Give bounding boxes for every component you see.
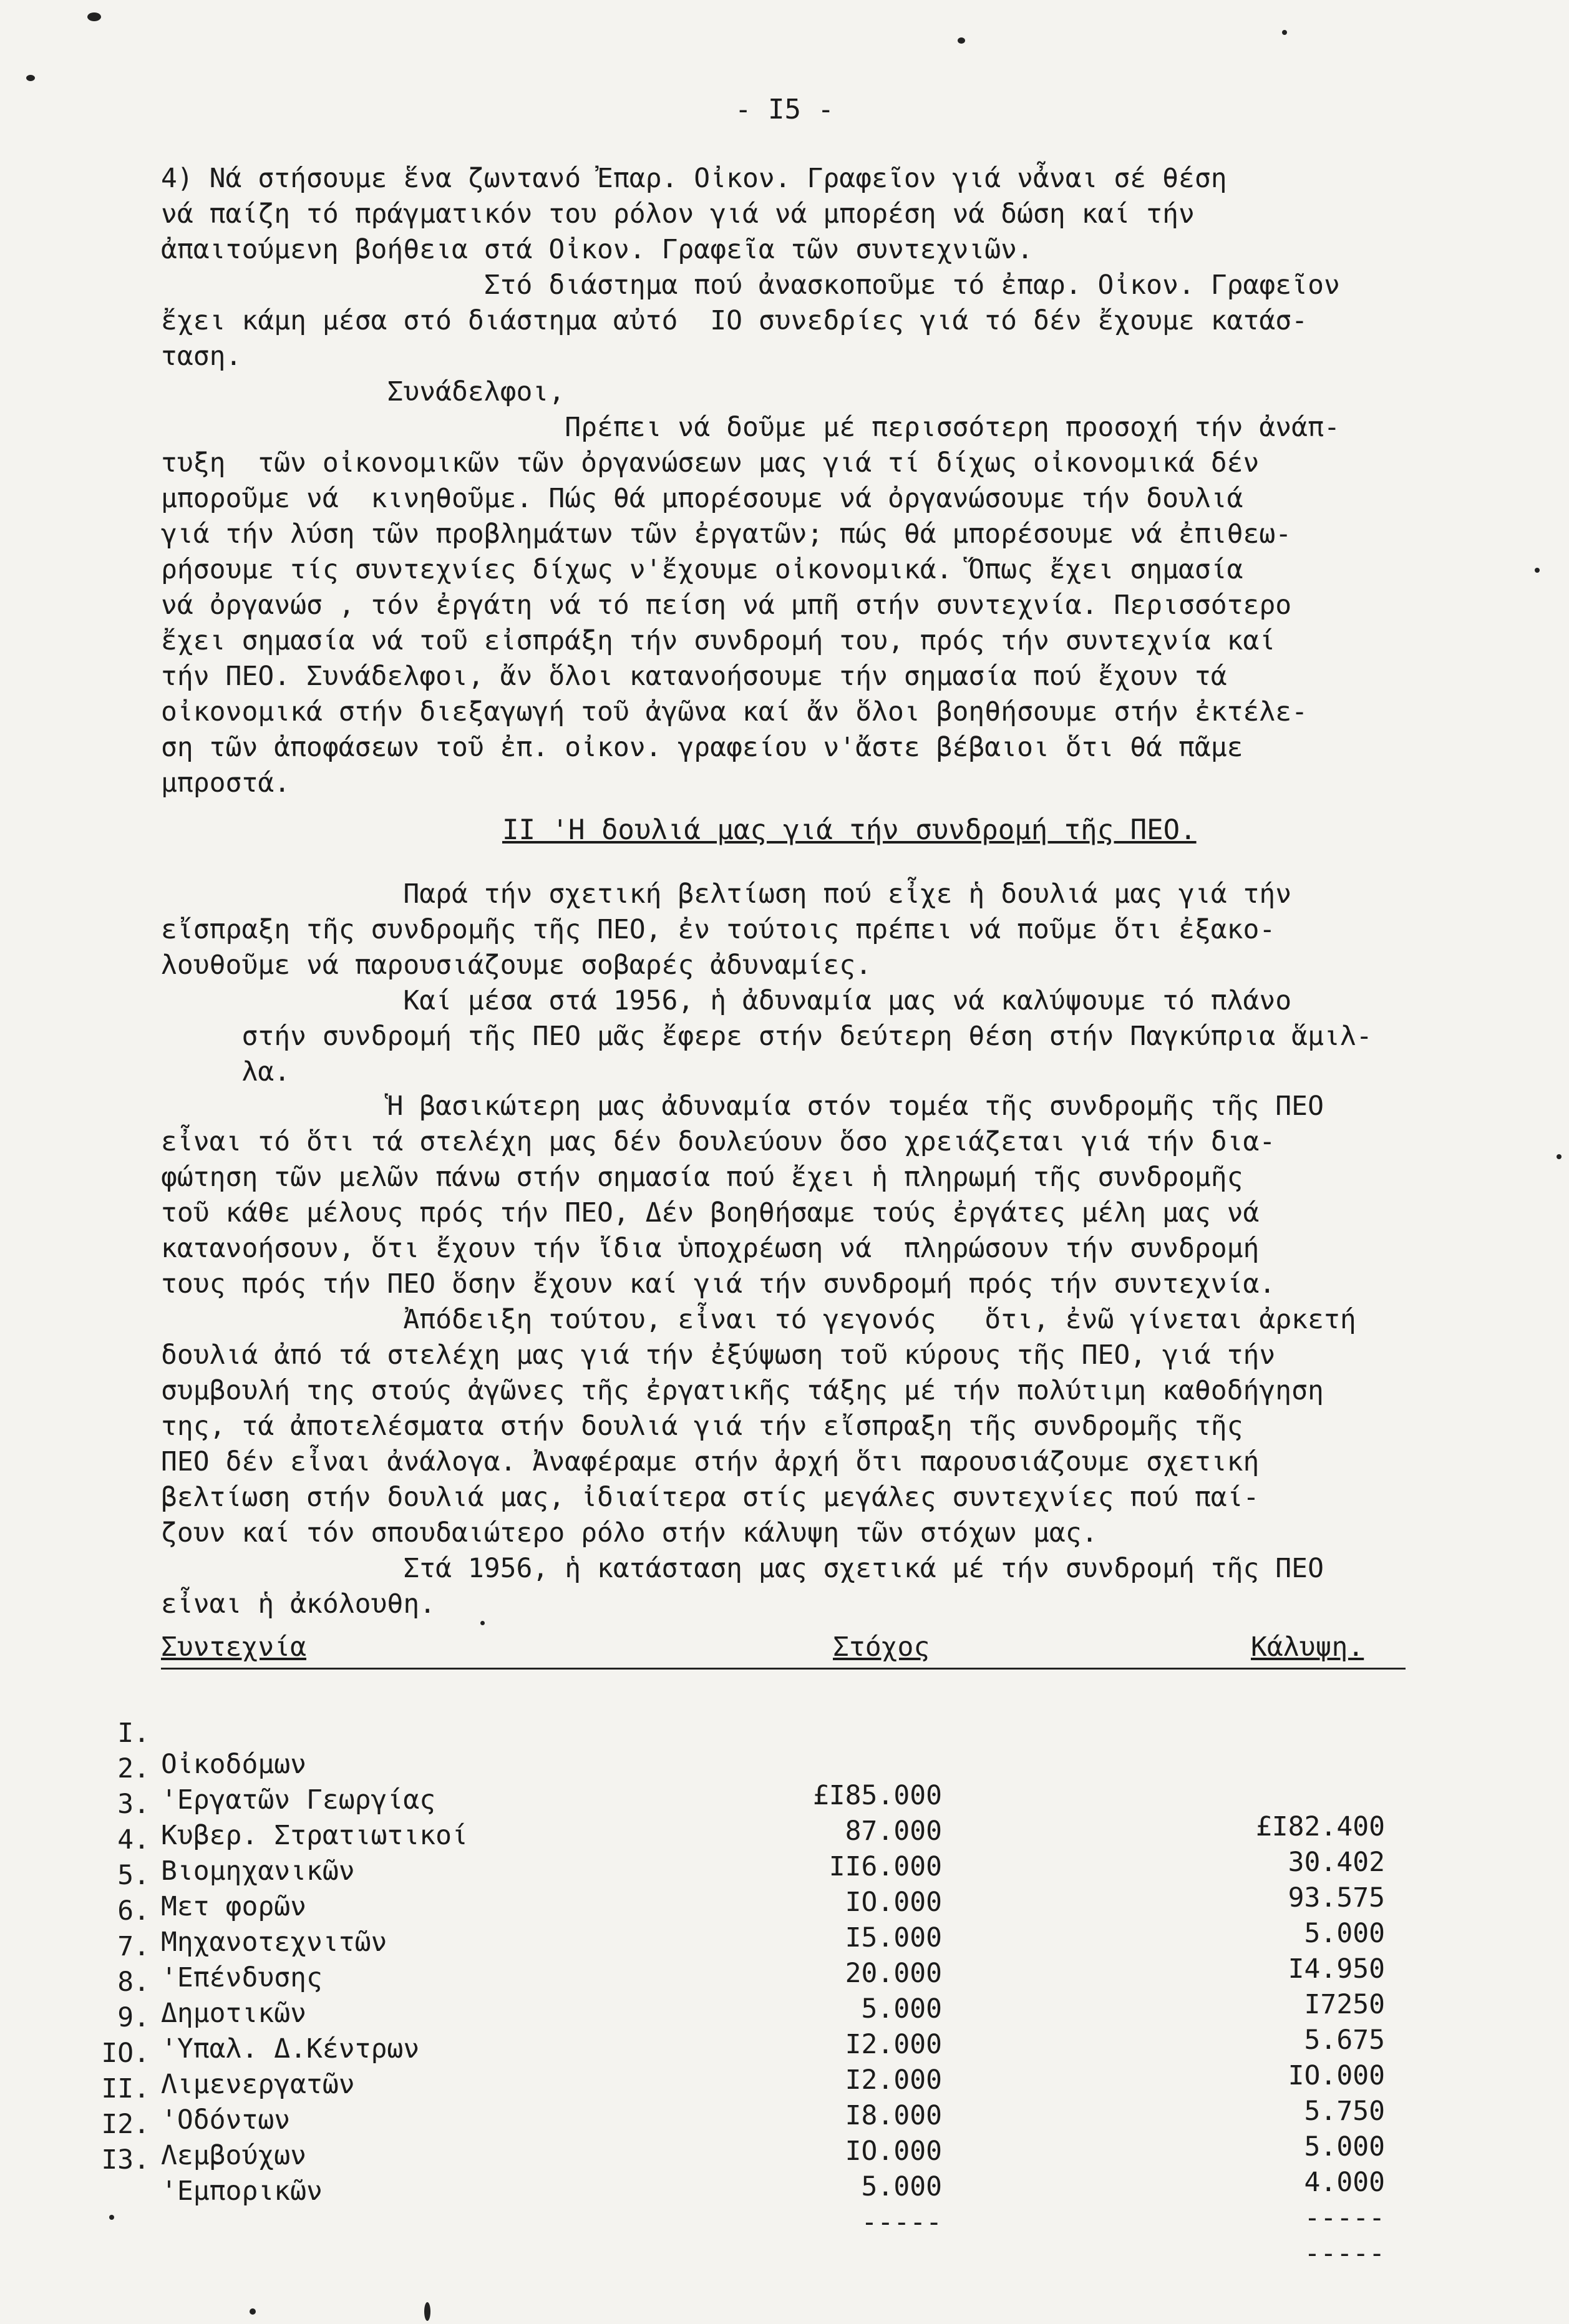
table-row: 5. Μετ φορῶν Ι5.000 Ι4.950 <box>117 1860 1385 1985</box>
table-row: ΙΟ. Λιμενεργατῶν Ι8.000 5.000 <box>101 2038 1385 2162</box>
header-rule <box>161 1668 1406 1670</box>
scan-speck <box>250 2308 256 2315</box>
table-row: Ι2. Λεμβούχων 5.000 ----- <box>101 2109 1385 2234</box>
column-header-target: Στόχος <box>833 1631 930 1663</box>
table-row: Ι. Οἰκοδόμων £Ι85.000 £Ι82.400 <box>117 1718 1385 1842</box>
table-row: 3. Κυβερ. Στρατιωτικοί ΙΙ6.000 93.575 <box>117 1789 1385 1913</box>
table-row: 2. 'Εργατῶν Γεωργίας 87.000 30.402 <box>117 1753 1385 1878</box>
paragraph-2: Συνάδελφοι, Πρέπει νά δοῦμε μέ περισσότερη προσοχή τήν ἀνάπ- τυξη τῶν οἰκονομικῶν τῶν ὀργανώσεων μας γιά τί δίχως οἰκονομικά δέν μποροῦμε νά κινηθοῦμε. Πώς θά μπορέσουμε νά ὀργανώσουμε τήν δουλιά γιά τήν λύση τῶν προβλημάτων τῶν ἐργατῶν; πώς θά μπορέσουμε νά ἐπιθεω- ρήσουμε τίς συντεχνίες δίχως ν'ἔχουμε οἰκονομικά. Ὅπως ἔχει σημασία νά ὀργανώσ , τόν ἐργάτη νά τό πείση νά μπῆ στήν συντεχνία. Περισσότερο ἔχει σημασία νά τοῦ εἰσπράξη τήν συνδρομή του, πρός τήν συντεχνία καί τήν ΠΕΟ. Συνάδελφοι, ἄν ὅλοι κατανοήσουμε τήν σημασία πού ἔχουν τά οἰκονομικά στήν διεξαγωγή τοῦ ἀγῶνα καί ἄν ὅλοι βοηθήσουμε στήν ἐκτέλε- ση τῶν ἀποφάσεων τοῦ ἐπ. οἰκον. γραφείου ν'ἄστε βέβαιοι ὅτι θά πᾶμε μπροστά. <box>161 376 1340 799</box>
scan-speck <box>1282 30 1287 35</box>
scan-speck <box>480 1621 485 1625</box>
scan-speck <box>109 2215 114 2220</box>
table-row: 7. 'Επένδυσης 5.000 5.675 <box>117 1931 1385 2056</box>
scan-speck <box>87 12 101 21</box>
table-row: 9. 'Υπαλ. Δ.Κέντρων Ι2.000 5.750 <box>117 2002 1385 2127</box>
table-row: ΙΙ. 'Οδόντων ΙΟ.000 4.000 <box>101 2073 1385 2198</box>
scan-speck <box>1535 568 1540 573</box>
column-header-coverage: Κάλυψη. <box>1251 1631 1364 1663</box>
table-row: 8. Δημοτικῶν Ι2.000 ΙΟ.000 <box>117 1967 1385 2091</box>
scan-speck <box>424 2302 430 2321</box>
scan-speck <box>26 75 35 81</box>
paragraph-1: 4) Νά στήσουμε ἕνα ζωντανό Ἐπαρ. Οἰκον. Γραφεῖον γιά νἆναι σέ θέση νά παίζη τό πράγματικόν του ρόλον γιά νά μπορέση νά δώση καί τήν ἀπαιτούμενη βοήθεια στά Οἰκον. Γραφεῖα τῶν συντεχνιῶν. Στό διάστημα πού ἀνασκοποῦμε τό ἐπαρ. Οἰκον. Γραφεῖον ἔχει κάμη μέσα στό διάστημα αὐτό ΙΟ συνεδρίες γιά τό δέν ἔχουμε κατάσ- ταση. <box>161 163 1340 372</box>
paragraph-4: Ἡ βασικώτερη μας ἀδυναμία στόν τομέα τῆς συνδρομῆς τῆς ΠΕΟ εἶναι τό ὅτι τά στελέχη μας δέν δουλεύουν ὅσο χρειάζεται γιά τήν δια- φώτηση τῶν μελῶν πάνω στήν σημασία πού ἔχει ἡ πληρωμή τῆς συνδρομῆς τοῦ κάθε μέλους πρός τήν ΠΕΟ, Δέν βοηθήσαμε τούς ἐργάτες μέλη μας νά κατανοήσουν, ὅτι ἔχουν τήν ἴδια ὑποχρέωση νά πληρώσουν τήν συνδρομή τους πρός τήν ΠΕΟ ὅσην ἔχουν καί γιά τήν συνδρομή πρός τήν συντεχνία. Ἀπόδειξη τούτου, εἶναι τό γεγονός ὅτι, ἐνῶ γίνεται ἀρκετή δουλιά ἀπό τά στελέχη μας γιά τήν ἐξύψωση τοῦ κύρους τῆς ΠΕΟ, γιά τήν συμβουλή της στούς ἀγῶνες τῆς ἐργατικῆς τάξης μέ τήν πολύτιμη καθοδήγηση της, τά ἀποτελέσματα στήν δουλιά γιά τήν εἴσπραξη τῆς συνδρομῆς τῆς ΠΕΟ δέν εἶναι ἀνάλογα. Ἀναφέραμε στήν ἀρχή ὅτι παρουσιάζουμε σχετική βελτίωση στήν δουλιά μας, ἰδιαίτερα στίς μεγάλες συντεχνίες πού παί- ζουν καί τόν σπουδαιώτερο ρόλο στήν κάλυψη τῶν στόχων μας. Στά 1956, ἡ κατάσταση μας σχετικά μέ τήν συνδρομή τῆς ΠΕΟ εἶναι ἡ ἀκόλουθη. <box>161 1091 1356 1620</box>
table-row: 6. Μηχανοτεχνιτῶν 20.000 Ι7250 <box>117 1895 1385 2020</box>
paragraph-3: Παρά τήν σχετική βελτίωση πού εἶχε ἡ δουλιά μας γιά τήν εἴσπραξη τῆς συνδρομῆς τῆς ΠΕΟ, ἐν τούτοις πρέπει νά ποῦμε ὅτι ἐξακο- λουθοῦμε νά παρουσιάζουμε σοβαρές ἀδυναμίες. Καί μέσα στά 1956, ἡ ἀδυναμία μας νά καλύψουμε τό πλάνο στήν συνδρομή τῆς ΠΕΟ μᾶς ἔφερε στήν δεύτερη θέση στήν Παγκύπρια ἅμιλ- λα. <box>161 878 1372 1087</box>
scan-speck <box>1557 1154 1562 1159</box>
column-header-union: Συντεχνία <box>161 1631 306 1663</box>
page-number: - I5 - <box>735 94 834 125</box>
table-row: Ι3. 'Εμπορικῶν ----- ----- <box>101 2144 1385 2269</box>
section-heading: ΙΙ 'Η δουλιά μας γιά τήν συνδρομή τῆς ΠΕΟ. <box>502 814 1197 846</box>
table-row: 4. Βιομηχανικῶν ΙΟ.000 5.000 <box>117 1824 1385 1949</box>
scan-speck <box>958 37 965 44</box>
